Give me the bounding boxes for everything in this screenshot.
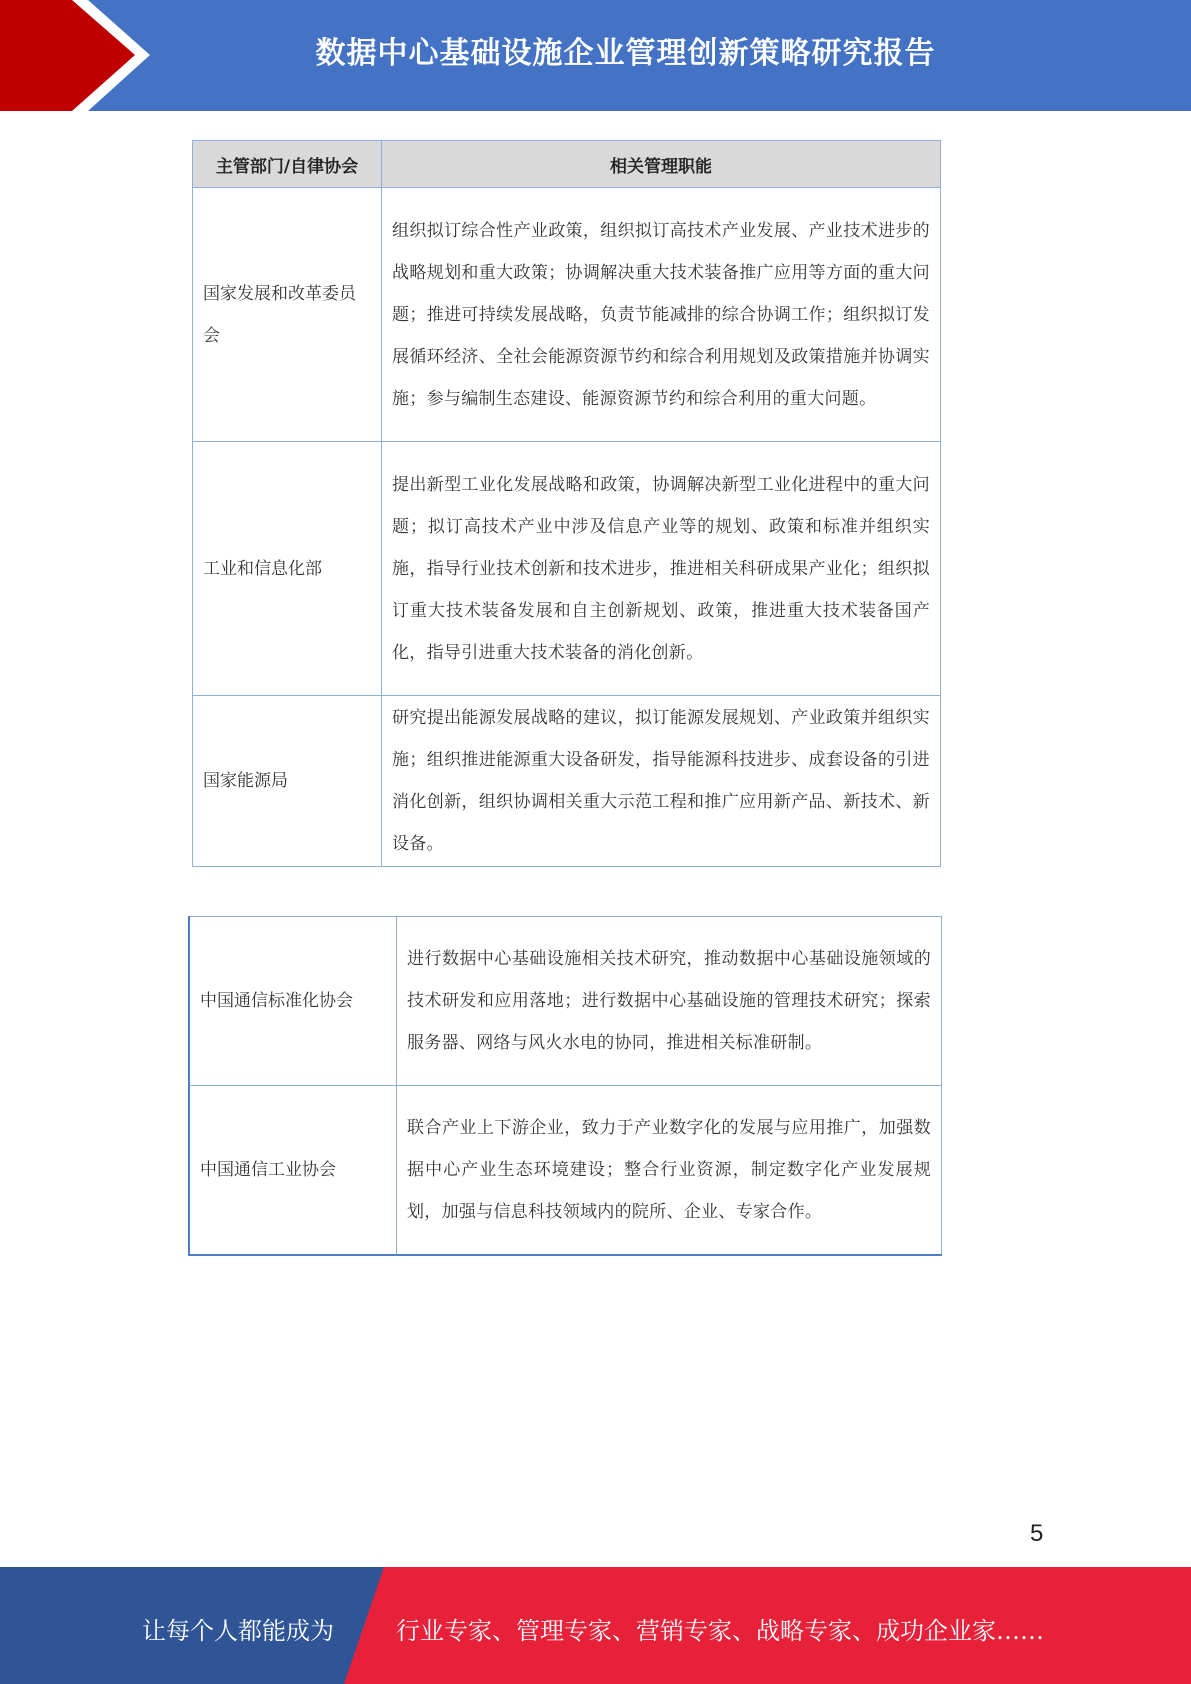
- department-cell: 中国通信标准化协会: [189, 917, 397, 1086]
- associations-table: [188, 916, 942, 1256]
- regulators-table: [192, 140, 941, 867]
- function-cell: 组织拟订综合性产业政策，组织拟订高技术产业发展、产业技术进步的战略规划和重大政策；协调解决重大技术装备推广应用等方面的重大问题；推进可持续发展战略，负责节能减排的综合协调工作；组织拟订发展循环经济、全社会能源资源节约和综合利用规划及政策措施并协调实施；参与编制生态建设、能源资源节约和综合利用的重大问题。: [382, 188, 941, 442]
- table-row: [193, 188, 941, 442]
- table-row: [193, 442, 941, 696]
- function-cell: 提出新型工业化发展战略和政策，协调解决新型工业化进程中的重大问题；拟订高技术产业中涉及信息产业等的规划、政策和标准并组织实施，指导行业技术创新和技术进步，推进相关科研成果产业化；组织拟订重大技术装备发展和自主创新规划、政策，推进重大技术装备国产化，指导引进重大技术装备的消化创新。: [382, 442, 941, 696]
- function-cell: 研究提出能源发展战略的建议，拟订能源发展规划、产业政策并组织实施；组织推进能源重大设备研发，指导能源科技进步、成套设备的引进消化创新，组织协调相关重大示范工程和推广应用新产品、新技术、新设备。: [382, 696, 941, 867]
- department-cell: 国家能源局: [193, 696, 382, 867]
- page-header: [0, 0, 1191, 111]
- table-row: [189, 917, 942, 1086]
- function-cell: 进行数据中心基础设施相关技术研究，推动数据中心基础设施领域的技术研发和应用落地；进行数据中心基础设施的管理技术研究；探索服务器、网络与风火水电的协同，推进相关标准研制。: [397, 917, 942, 1086]
- column-header-function: 相关管理职能: [382, 141, 941, 188]
- column-header-department: 主管部门/自律协会: [193, 141, 382, 188]
- page-footer: [0, 1567, 1191, 1684]
- footer-slogan-right: 行业专家、管理专家、营销专家、战略专家、成功企业家……: [396, 1617, 1044, 1645]
- department-cell: 中国通信工业协会: [189, 1086, 397, 1256]
- footer-slogan-left: 让每个人都能成为: [142, 1617, 334, 1645]
- table-header-row: [193, 141, 941, 188]
- page-number: 5: [1030, 1520, 1044, 1547]
- department-cell: 国家发展和改革委员会: [193, 188, 382, 442]
- function-cell: 联合产业上下游企业，致力于产业数字化的发展与应用推广，加强数据中心产业生态环境建设；整合行业资源，制定数字化产业发展规划，加强与信息科技领域内的院所、企业、专家合作。: [397, 1086, 942, 1256]
- table-row: [193, 696, 941, 867]
- report-title: 数据中心基础设施企业管理创新策略研究报告: [315, 36, 936, 71]
- department-cell: 工业和信息化部: [193, 442, 382, 696]
- table-row: [189, 1086, 942, 1256]
